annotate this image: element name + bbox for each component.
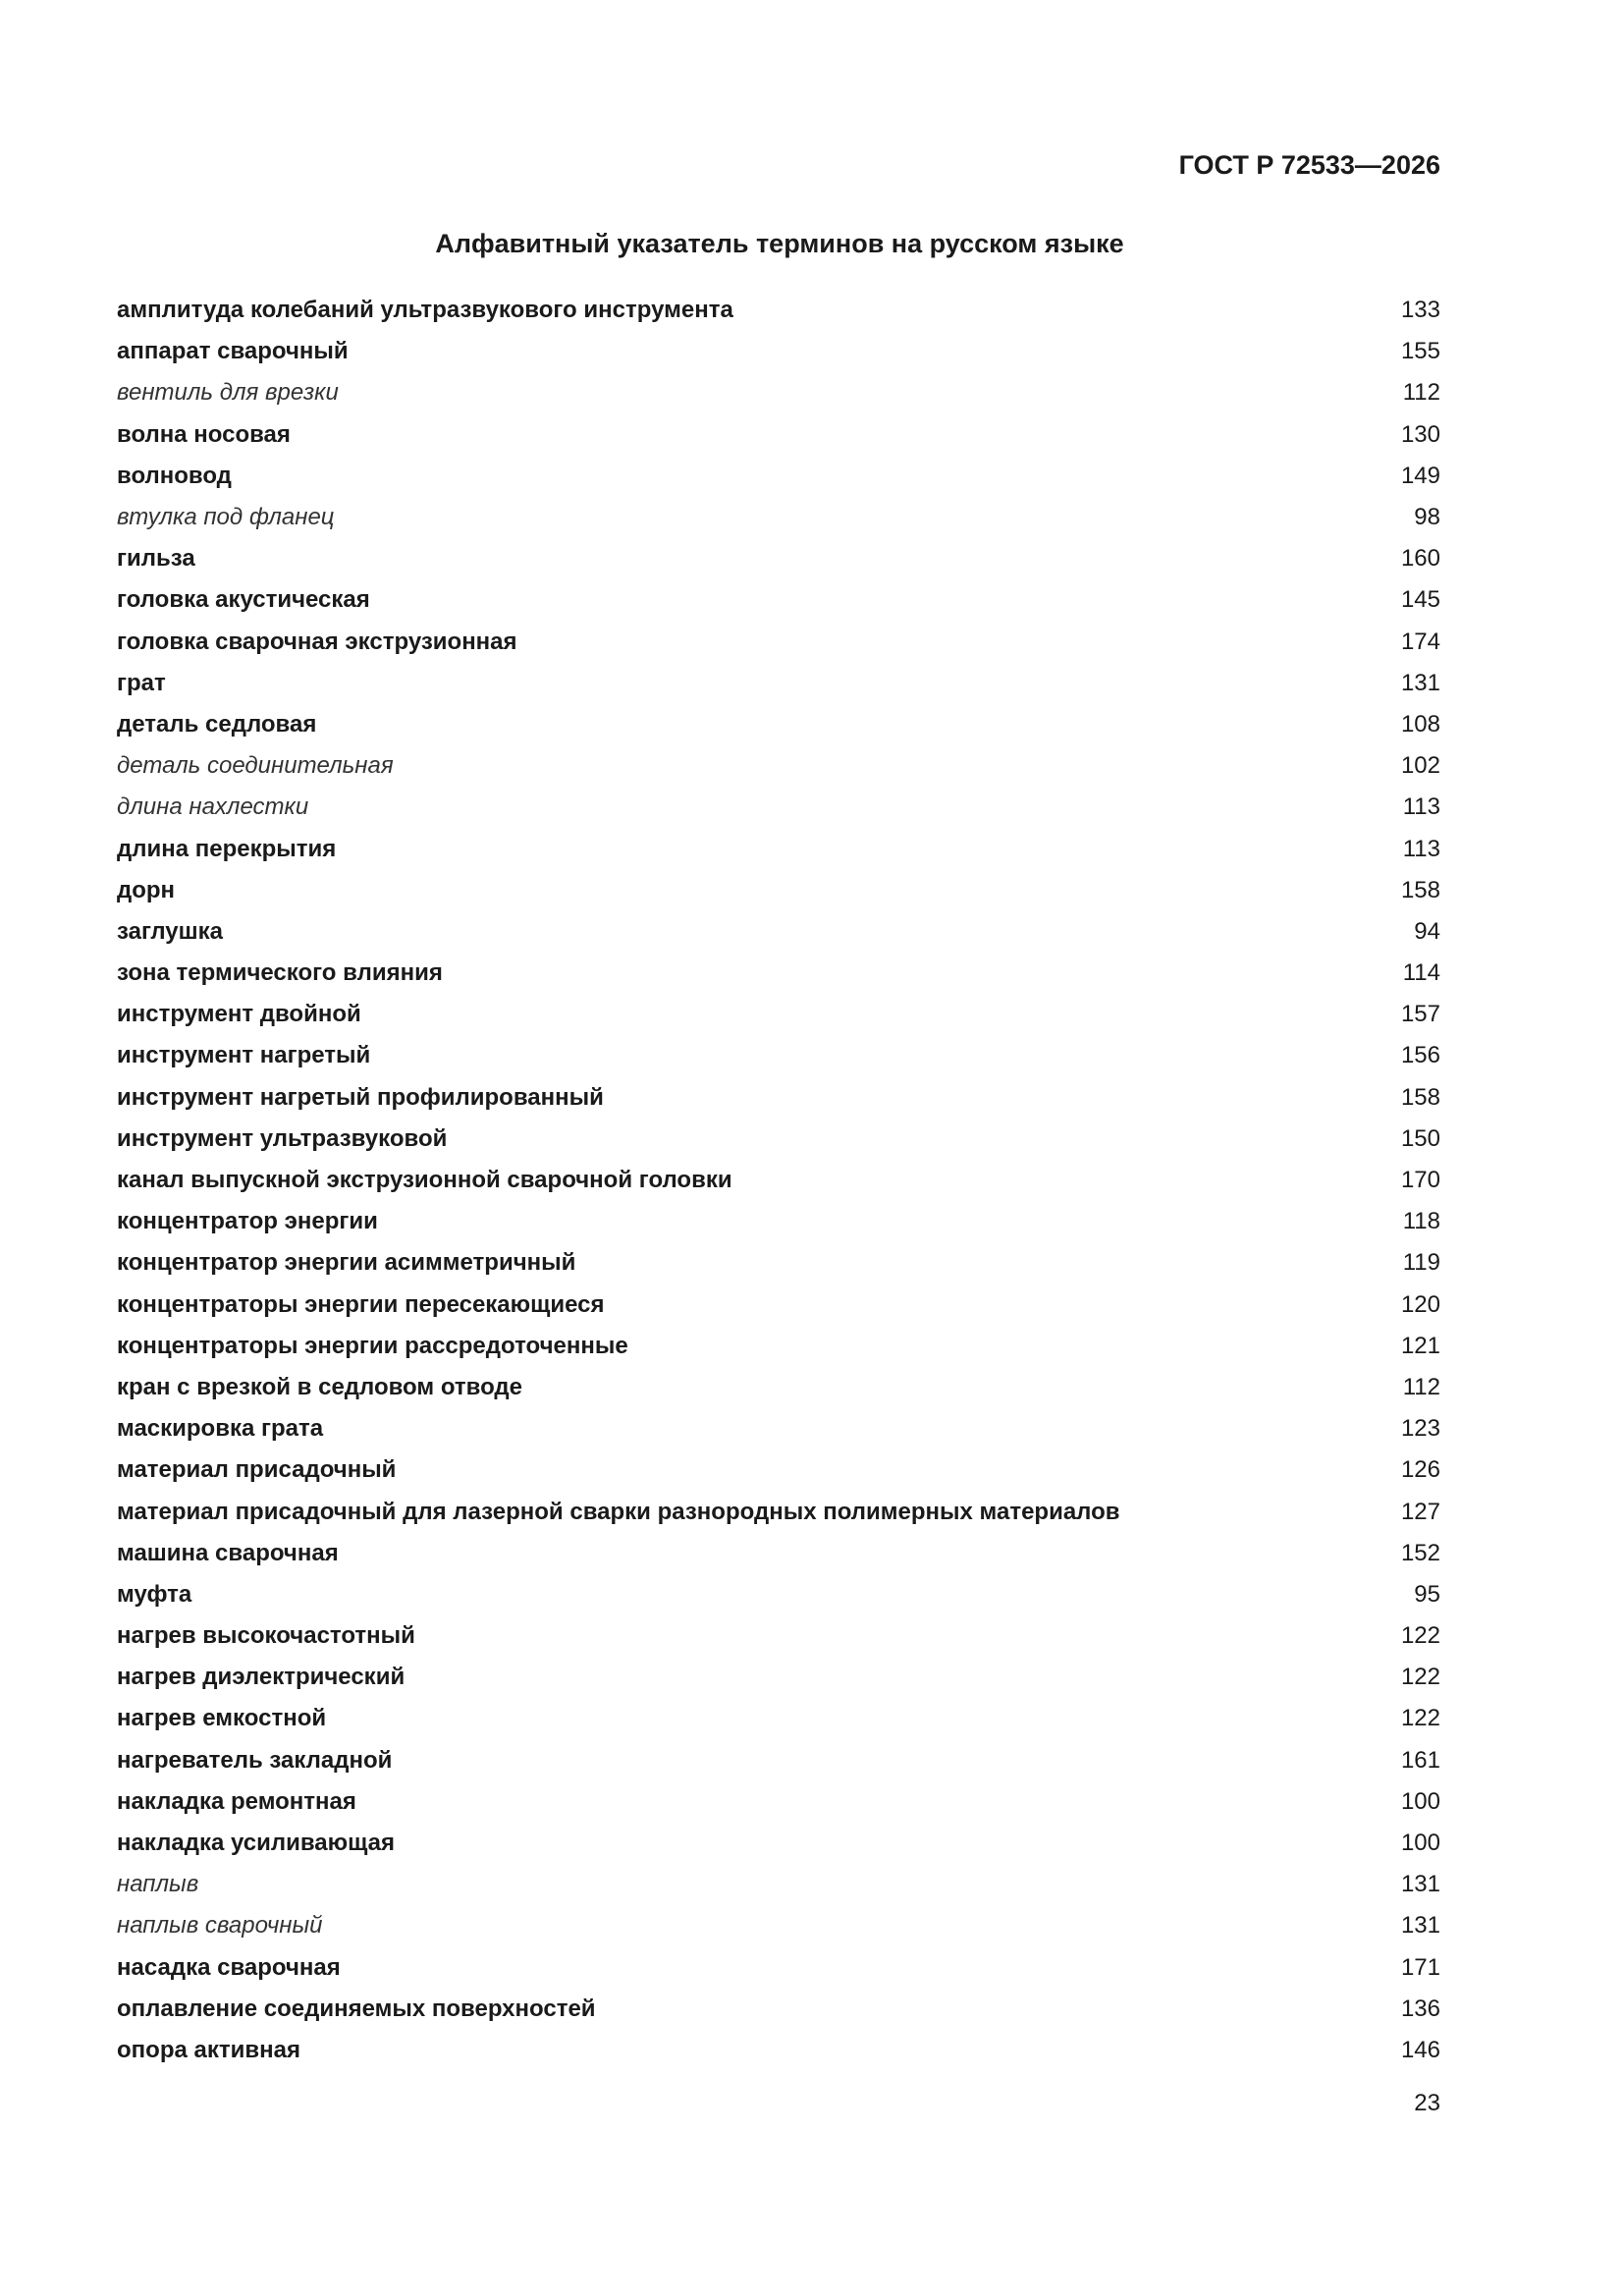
index-entry — [117, 1035, 1440, 1076]
index-entry — [117, 1119, 1440, 1160]
index-entry — [117, 456, 1440, 497]
index-term: деталь седловая — [117, 710, 317, 738]
index-page-ref: 95 — [1414, 1580, 1440, 1608]
index-page-ref: 131 — [1400, 669, 1440, 696]
index-entry — [117, 1160, 1440, 1201]
index-term: кран с врезкой в седловом отводе — [117, 1373, 522, 1400]
index-page-ref: 121 — [1400, 1332, 1440, 1359]
index-entry — [117, 1201, 1440, 1242]
index-entry — [117, 1615, 1440, 1657]
index-page-ref: 156 — [1400, 1042, 1440, 1069]
index-entry — [117, 1242, 1440, 1284]
index-term: инструмент нагретый — [117, 1042, 371, 1069]
index-entry — [117, 704, 1440, 745]
index-term: головка акустическая — [117, 586, 370, 614]
index-term: волна носовая — [117, 420, 291, 448]
index-term: нагрев емкостной — [117, 1705, 327, 1732]
index-page-ref: 160 — [1400, 545, 1440, 573]
index-page-ref: 131 — [1400, 1871, 1440, 1898]
index-term: заглушка — [117, 917, 223, 945]
index-term: насадка сварочная — [117, 1953, 341, 1981]
index-entry — [117, 1533, 1440, 1574]
index-page-ref: 157 — [1400, 1001, 1440, 1028]
index-term: грат — [117, 669, 166, 696]
index-page-ref: 120 — [1400, 1290, 1440, 1318]
index-term: дорн — [117, 876, 176, 903]
index-page-ref: 146 — [1400, 2036, 1440, 2063]
index-entry — [117, 290, 1440, 331]
index-term: инструмент двойной — [117, 1001, 361, 1028]
index-entry — [117, 1947, 1440, 1989]
term-index-list — [117, 290, 1440, 2071]
index-term: материал присадочный для лазерной сварки разнородных полимерных материалов — [117, 1498, 1120, 1525]
index-page-ref: 118 — [1402, 1208, 1440, 1235]
index-page-ref: 150 — [1400, 1124, 1440, 1152]
index-entry — [117, 1823, 1440, 1864]
index-page-ref: 108 — [1400, 710, 1440, 738]
index-term: гильза — [117, 545, 195, 573]
index-page-ref: 158 — [1400, 1083, 1440, 1111]
index-term: концентраторы энергии рассредоточенные — [117, 1332, 628, 1359]
index-page-ref: 100 — [1400, 1830, 1440, 1857]
index-entry — [117, 497, 1440, 538]
index-entry — [117, 1574, 1440, 1615]
index-page-ref: 98 — [1414, 504, 1440, 531]
index-term: аппарат сварочный — [117, 338, 349, 365]
index-entry — [117, 1285, 1440, 1326]
index-term: длина перекрытия — [117, 835, 337, 862]
index-entry — [117, 828, 1440, 869]
index-entry — [117, 331, 1440, 372]
index-page-ref: 155 — [1400, 338, 1440, 365]
index-entry — [117, 1740, 1440, 1781]
index-entry — [117, 1367, 1440, 1408]
index-page-ref: 145 — [1400, 586, 1440, 614]
index-entry — [117, 1781, 1440, 1823]
index-page-ref: 100 — [1400, 1787, 1440, 1815]
index-page-ref: 131 — [1400, 1912, 1440, 1940]
index-entry — [117, 1491, 1440, 1532]
index-entry — [117, 953, 1440, 994]
index-entry — [117, 414, 1440, 456]
index-page-ref: 122 — [1400, 1664, 1440, 1691]
index-page-ref: 149 — [1400, 462, 1440, 489]
index-term: накладка ремонтная — [117, 1787, 356, 1815]
index-term: концентратор энергии — [117, 1208, 378, 1235]
index-entry — [117, 1077, 1440, 1119]
index-term: волновод — [117, 462, 232, 489]
index-page-ref: 112 — [1402, 379, 1440, 407]
index-entry — [117, 372, 1440, 413]
index-term: нагрев диэлектрический — [117, 1664, 406, 1691]
index-page-ref: 127 — [1400, 1498, 1440, 1525]
index-term: маскировка грата — [117, 1415, 324, 1443]
index-page-ref: 152 — [1400, 1539, 1440, 1566]
index-page-ref: 113 — [1402, 835, 1440, 862]
index-term: нагреватель закладной — [117, 1746, 393, 1774]
index-term: зона термического влияния — [117, 959, 443, 987]
index-entry — [117, 1326, 1440, 1367]
index-page-ref: 113 — [1402, 793, 1440, 821]
index-page-ref: 126 — [1400, 1456, 1440, 1484]
index-entry — [117, 911, 1440, 953]
index-page-ref: 119 — [1402, 1249, 1440, 1277]
index-term: концентратор энергии асимметричный — [117, 1249, 576, 1277]
index-term: инструмент ультразвуковой — [117, 1124, 448, 1152]
index-page-ref: 136 — [1400, 1995, 1440, 2022]
index-page-ref: 112 — [1402, 1373, 1440, 1400]
index-page-ref: 130 — [1400, 420, 1440, 448]
index-entry — [117, 1408, 1440, 1449]
index-entry — [117, 994, 1440, 1035]
index-entry — [117, 1989, 1440, 2030]
index-page-ref: 161 — [1400, 1746, 1440, 1774]
index-term: наплыв сварочный — [117, 1912, 323, 1940]
index-term: длина нахлестки — [117, 793, 309, 821]
index-term: канал выпускной экструзионной сварочной головки — [117, 1167, 732, 1194]
index-term: втулка под фланец — [117, 504, 335, 531]
index-term: муфта — [117, 1580, 192, 1608]
index-page-ref: 122 — [1400, 1622, 1440, 1650]
index-term: деталь соединительная — [117, 752, 394, 780]
index-page-ref: 102 — [1400, 752, 1440, 780]
index-entry — [117, 622, 1440, 663]
index-term: оплавление соединяемых поверхностей — [117, 1995, 596, 2022]
index-entry — [117, 1449, 1440, 1491]
index-page-ref: 94 — [1414, 917, 1440, 945]
index-page-ref: 114 — [1402, 959, 1440, 987]
index-term: нагрев высокочастотный — [117, 1622, 415, 1650]
document-code: ГОСТ Р 72533—2026 — [1178, 150, 1440, 180]
index-page-ref: 170 — [1400, 1167, 1440, 1194]
index-term: опора активная — [117, 2036, 300, 2063]
index-page-ref: 122 — [1400, 1705, 1440, 1732]
index-entry — [117, 1905, 1440, 1946]
index-entry — [117, 663, 1440, 704]
index-entry — [117, 1657, 1440, 1698]
index-page-ref: 158 — [1400, 876, 1440, 903]
index-entry — [117, 1698, 1440, 1739]
index-term: вентиль для врезки — [117, 379, 339, 407]
index-entry — [117, 538, 1440, 579]
index-page-ref: 171 — [1400, 1953, 1440, 1981]
index-entry — [117, 1864, 1440, 1905]
index-term: машина сварочная — [117, 1539, 339, 1566]
page-number: 23 — [1414, 2090, 1440, 2116]
index-term: амплитуда колебаний ультразвукового инструмента — [117, 297, 733, 324]
index-page-ref: 133 — [1400, 297, 1440, 324]
index-page-ref: 174 — [1400, 628, 1440, 655]
index-term: накладка усиливающая — [117, 1830, 396, 1857]
index-term: материал присадочный — [117, 1456, 397, 1484]
index-entry — [117, 579, 1440, 621]
index-entry — [117, 2030, 1440, 2071]
index-term: концентраторы энергии пересекающиеся — [117, 1290, 605, 1318]
index-entry — [117, 787, 1440, 828]
index-term: головка сварочная экструзионная — [117, 628, 517, 655]
index-entry — [117, 745, 1440, 787]
index-title: Алфавитный указатель терминов на русском языке — [435, 229, 1124, 258]
index-page-ref: 123 — [1400, 1415, 1440, 1443]
index-term: инструмент нагретый профилированный — [117, 1083, 604, 1111]
index-entry — [117, 870, 1440, 911]
index-term: наплыв — [117, 1871, 199, 1898]
